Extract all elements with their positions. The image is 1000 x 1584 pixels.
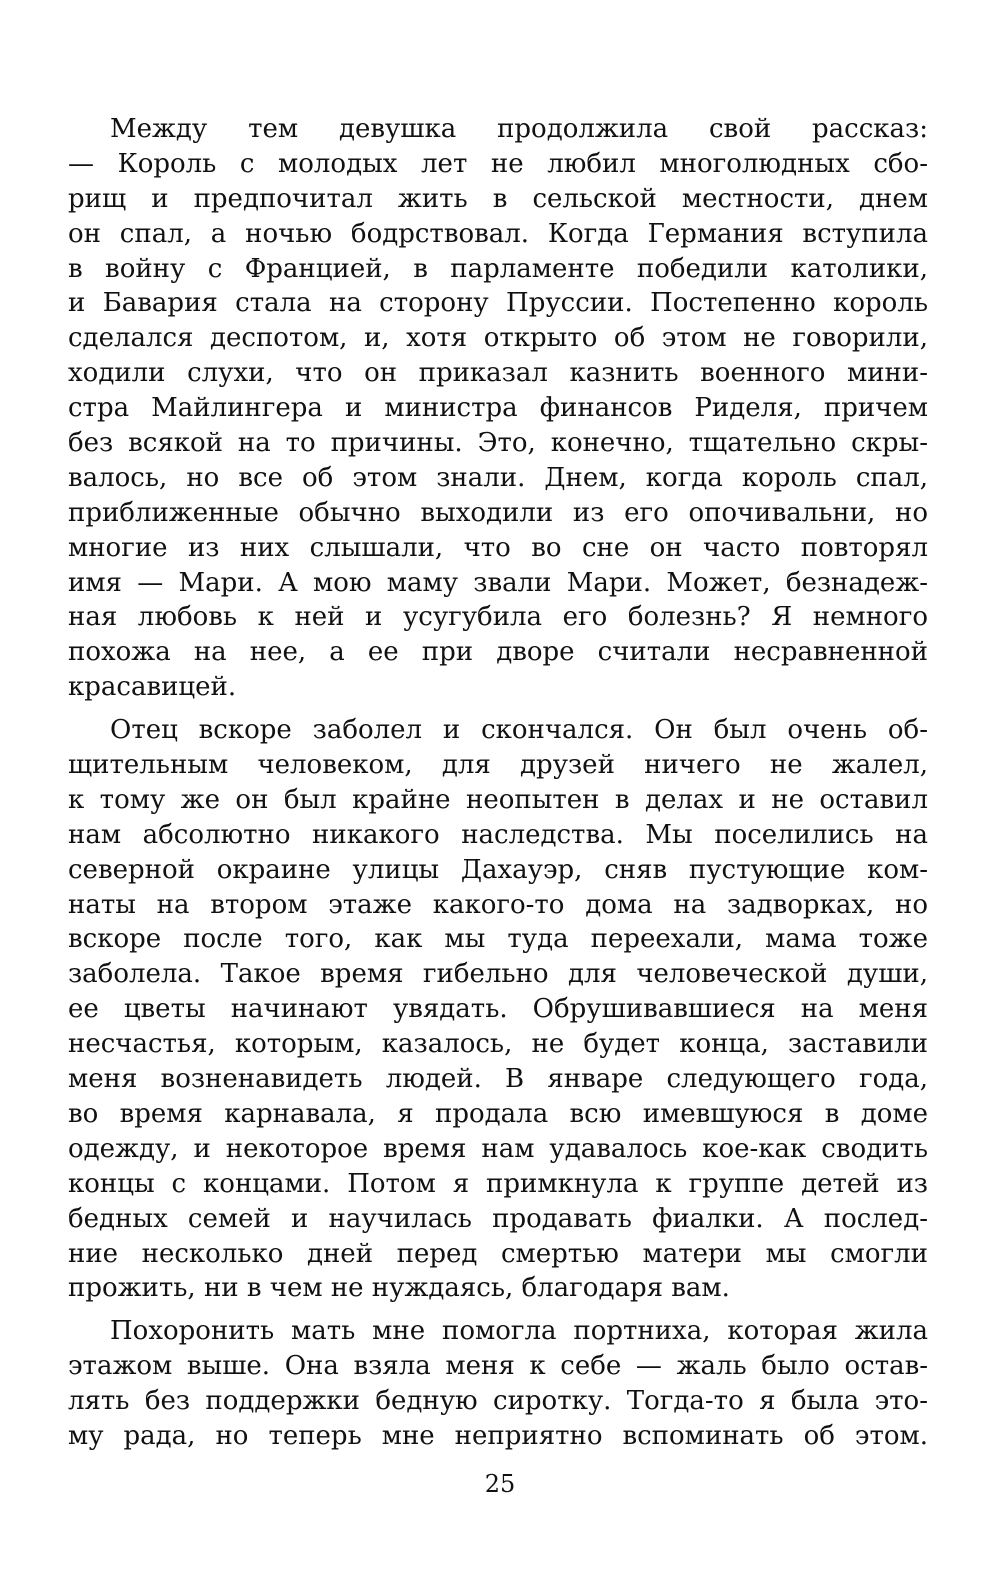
body-text: [68, 112, 928, 1454]
text-line: красавицей.: [68, 672, 237, 703]
text-line: ее цветы начинают увядать. Обрушивавшиеся на меня: [68, 994, 928, 1025]
text-line: лять без поддержки бедную сиротку. Тогда-то я была это-: [68, 1386, 928, 1417]
text-line: наты на втором этаже какого-то дома на задворках, но: [68, 889, 928, 920]
page-number: 25: [484, 1470, 516, 1498]
text-line: нам абсолютно никакого наследства. Мы поселились на: [68, 819, 928, 850]
text-line: стра Майлингера и министра финансов Риделя, причем: [68, 393, 928, 424]
text-line: во время карнавала, я продала всю имевшуюся в доме: [68, 1098, 928, 1129]
text-line: к тому же он был крайне неопытен в делах и не оставил: [68, 784, 928, 815]
text-line: имя — Мари. А мою маму звали Мари. Может, безнадеж-: [68, 567, 928, 598]
text-line: заболела. Такое время гибельно для человеческой души,: [68, 959, 928, 990]
text-line: без всякой на то причины. Это, конечно, тщательно скры-: [68, 428, 928, 459]
text-line: Между тем девушка продолжила свой рассказ:: [110, 114, 928, 144]
text-line: вскоре после того, как мы туда переехали, мама тоже: [68, 924, 928, 955]
paragraph: [68, 112, 928, 705]
text-line: ние несколько дней перед смертью матери мы смогли: [68, 1238, 928, 1269]
text-line: многие из них слышали, что во сне он часто повторял: [68, 532, 928, 563]
paragraph: [68, 713, 928, 1306]
text-line: прожить, ни в чем не нуждаясь, благодаря вам.: [68, 1273, 730, 1304]
text-line: меня возненавидеть людей. В январе следующего года,: [68, 1064, 928, 1095]
text-line: приближенные обычно выходили из его опочивальни, но: [68, 497, 928, 528]
text-line: Отец вскоре заболел и скончался. Он был очень об-: [110, 715, 928, 746]
text-line: в войну с Францией, в парламенте победили католики,: [68, 253, 928, 284]
text-line: щительным человеком, для друзей ничего не жалел,: [68, 750, 928, 781]
paragraph-gap: [68, 705, 928, 713]
text-line: — Король с молодых лет не любил многолюдных сбо-: [68, 148, 928, 179]
text-line: северной окраине улицы Дахауэр, сняв пустующие ком-: [68, 854, 928, 885]
text-line: концы с концами. Потом я примкнула к группе детей из: [68, 1168, 928, 1199]
text-line: этажом выше. Она взяла меня к себе — жаль было остав-: [68, 1351, 928, 1382]
text-line: Похоронить мать мне помогла портниха, которая жила: [110, 1316, 928, 1347]
text-line: он спал, а ночью бодрствовал. Когда Германия вступила: [68, 218, 928, 249]
text-line: му рада, но теперь мне неприятно вспоминать об этом.: [68, 1420, 928, 1451]
text-line: несчастья, которым, казалось, не будет конца, заставили: [68, 1029, 928, 1060]
text-line: сделался деспотом, и, хотя открыто об этом не говорили,: [68, 323, 928, 354]
paragraph-gap: [68, 1306, 928, 1314]
text-line: ная любовь к ней и усугубила его болезнь? Я немного: [68, 602, 928, 633]
paragraph: [68, 1314, 928, 1454]
text-line: рищ и предпочитал жить в сельской местности, днем: [68, 183, 928, 214]
text-line: бедных семей и научилась продавать фиалки. А послед-: [68, 1203, 928, 1234]
text-line: ходили слухи, что он приказал казнить военного мини-: [68, 358, 928, 389]
text-line: одежду, и некоторое время нам удавалось кое-как сводить: [68, 1133, 928, 1164]
text-line: и Бавария стала на сторону Пруссии. Постепенно король: [68, 288, 928, 319]
text-line: валось, но все об этом знали. Днем, когда король спал,: [68, 462, 928, 493]
text-line: похожа на нее, а ее при дворе считали несравненной: [68, 637, 928, 668]
